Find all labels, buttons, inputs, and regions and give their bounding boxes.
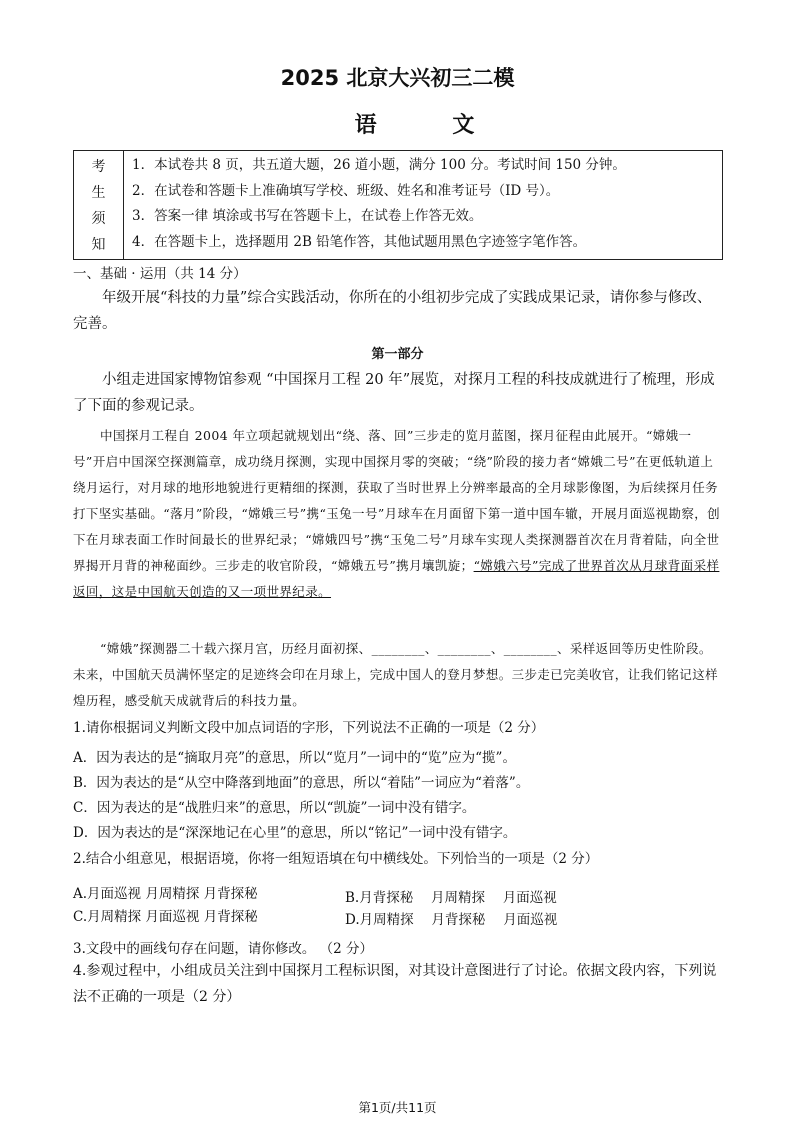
notice-item: 1．本试卷共 8 页，共五道大题，26 道小题，满分 100 分。考试时间 150 分钟。 (132, 157, 626, 173)
exam-title: 2025 北京大兴初三二模 (280, 66, 515, 90)
page-number: 第1页/共11页 (358, 1100, 437, 1115)
notice-label-char: 生 (91, 185, 106, 201)
notice-item: 3．答案一律 填涂或书写在答题卡上，在试卷上作答无效。 (132, 208, 483, 224)
question-2-stem: 2.结合小组意见，根据语境，你将一组短语填在句中横线处。下列恰当的一项是（2 分） (73, 851, 599, 867)
question-3: 3.文段中的画线句存在问题，请你修改。 （2 分） (73, 941, 374, 957)
notice-label-char: 考 (91, 159, 106, 175)
notice-label (74, 151, 124, 259)
intro-paragraph: 年级开展“科技的力量”综合实践活动，你所在的小组初步完成了实践成果记录，请你参与修改、完善。 (73, 290, 712, 332)
question-1-option-d: D．因为表达的是“深深地记在心里”的意思，所以“铭记”一词中没有错字。 (73, 825, 517, 841)
visit-paragraph: 小组走进国家博物馆参观 “中国探月工程 20 年”展览，对探月工程的科技成就进行了梳理，形成了下面的参观记录。 (73, 372, 715, 414)
subject-title: 语 文 (354, 112, 509, 138)
question-2-option-c: C.月周精探 月面巡视 月背探秘 (73, 909, 258, 925)
notice-items (132, 153, 626, 255)
question-2-option-b: B.月背探秘 月周精探 月面巡视 (345, 890, 557, 906)
underlined-sentence: “嫦娥六号”完成了世界首次从月球背面采样返回，这是中国航天创造的又一项世界纪录。 (73, 558, 720, 599)
notice-label-char: 须 (91, 211, 106, 227)
record-paragraph-2: “嫦娥”探测器二十载六探月宫，历经月面初探、________、________、________、采样返回等历史性阶段。未来，中国航天员满怀坚定的足迹终会印在月球上，完成中国人的登月梦想。三步走已完美收官，让我们铭记这样煌历程，感受航天成就背后的科技力量。 (73, 641, 719, 708)
part-title: 第一部分 (371, 347, 424, 362)
question-1-option-a: A．因为表达的是“摘取月亮”的意思，所以“览月”一词中的“览”应为“揽”。 (73, 750, 516, 766)
question-1-option-c: C．因为表达的是“战胜归来”的意思，所以“凯旋”一词中没有错字。 (73, 800, 476, 816)
question-1-stem: 1.请你根据词义判断文段中加点词语的字形，下列说法不正确的一项是（2 分） (73, 720, 545, 736)
section-heading: 一、基础 · 运用（共 14 分） (73, 266, 247, 282)
record-paragraph-1 (73, 423, 723, 605)
notice-item: 2．在试卷和答题卡上准确填写学校、班级、姓名和准考证号（ID 号）。 (132, 182, 560, 199)
record-text: 中国探月工程自 2004 年立项起就规划出“绕、落、回”三步走的览月蓝图，探月征程由此展开。“嫦娥一号”开启中国深空探测篇章，成功绕月探测，实现中国探月零的突破；“绕”阶段的接力者“嫦娥二号”在更低轨道上绕月运行，对月球的地形地貌进行更精细的探测，获取了当时世界上分辨率最高的全月球影像图，为后续探月任务打下坚实基础。“落月”阶段，“嫦娥三号”携“玉兔一号”月球车在月面留下第一道中国车辙，开展月面巡视勘察，创下在月球表面工作时间最长的世界纪录；“嫦娥四号”携“玉兔二号”月球车实现人类探测器首次在月背着陆，向全世界揭开月背的神秘面纱。三步走的收官阶段，“嫦娥五号”携月壤凯旋； (73, 428, 721, 573)
question-2-option-a: A.月面巡视 月周精探 月背探秘 (73, 886, 258, 902)
notice-item: 4．在答题卡上，选择题用 2B 铅笔作答，其他试题用黑色字迹签字笔作答。 (132, 233, 587, 250)
question-1-option-b: B．因为表达的是“从空中降落到地面”的意思，所以“着陆”一词应为“着落”。 (73, 775, 530, 791)
notice-label-char: 知 (91, 237, 106, 253)
notice-box (73, 150, 723, 260)
question-4: 4.参观过程中，小组成员关注到中国探月工程标识图，对其设计意图进行了讨论。依据文段内容，下列说法不正确的一项是（2 分） (73, 963, 717, 1005)
question-2-option-d: D.月周精探 月背探秘 月面巡视 (345, 912, 558, 928)
